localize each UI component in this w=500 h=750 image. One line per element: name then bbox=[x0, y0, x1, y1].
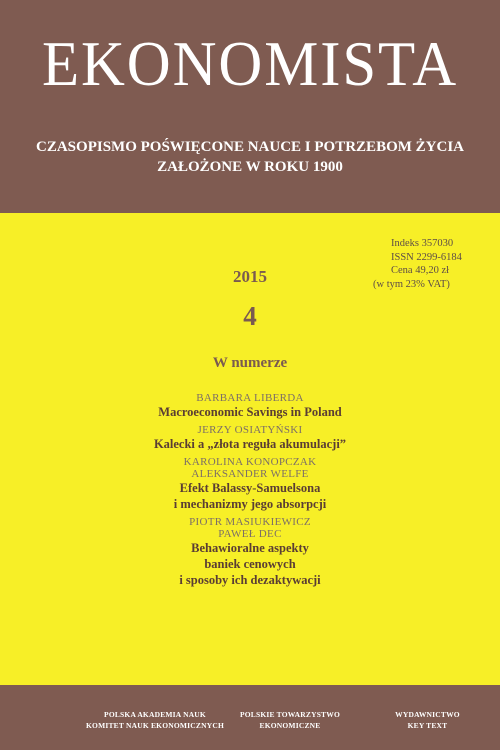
article-author: PIOTR MASIUKIEWICZ bbox=[189, 516, 311, 528]
article-author: JERZY OSIATYŃSKI bbox=[197, 424, 303, 436]
publisher-line: EKONOMICZNE bbox=[259, 721, 321, 730]
publisher-line: POLSKIE TOWARZYSTWO bbox=[239, 710, 340, 719]
contents-heading: W numerze bbox=[212, 355, 288, 371]
article-title: Kalecki a „złota reguła akumulacji” bbox=[153, 437, 347, 451]
publisher-pan bbox=[70, 709, 240, 731]
issue-number: 4 bbox=[243, 301, 257, 331]
toc-entry bbox=[0, 392, 500, 420]
article-author: PAWEŁ DEC bbox=[218, 528, 282, 540]
issn: ISSN 2299-6184 bbox=[391, 251, 462, 263]
article-title: baniek cenowych bbox=[204, 557, 296, 571]
publisher-line: POLSKA AKADEMIA NAUK bbox=[104, 710, 206, 719]
journal-title: EKONOMISTA bbox=[41, 28, 459, 99]
journal-subtitle-line2: ZAŁOŻONE W ROKU 1900 bbox=[157, 159, 343, 175]
article-author: KAROLINA KONOPCZAK bbox=[183, 456, 317, 468]
publisher-pte bbox=[225, 709, 355, 731]
article-author: ALEKSANDER WELFE bbox=[191, 468, 309, 480]
article-title: Efekt Balassy-Samuelsona bbox=[179, 481, 321, 495]
index-number: Indeks 357030 bbox=[391, 238, 454, 249]
article-author: BARBARA LIBERDA bbox=[196, 392, 304, 404]
article-title: Macroeconomic Savings in Poland bbox=[158, 405, 342, 419]
publisher-line: KEY TEXT bbox=[407, 721, 448, 730]
toc-entry bbox=[0, 424, 500, 452]
publisher-line: WYDAWNICTWO bbox=[395, 710, 460, 719]
article-title: i sposoby ich dezaktywacji bbox=[179, 573, 321, 587]
publisher-key-text bbox=[375, 709, 480, 731]
toc-entry bbox=[0, 456, 500, 512]
article-title: i mechanizmy jego absorpcji bbox=[173, 497, 327, 511]
issue-year: 2015 bbox=[233, 267, 267, 286]
toc-entry bbox=[0, 516, 500, 588]
vat-note: (w tym 23% VAT) bbox=[373, 278, 450, 290]
journal-subtitle-line1: CZASOPISMO POŚWIĘCONE NAUCE I POTRZEBOM ŻYCIA bbox=[36, 139, 464, 155]
article-title: Behawioralne aspekty bbox=[191, 541, 309, 555]
publisher-line: KOMITET NAUK EKONOMICZNYCH bbox=[86, 721, 224, 730]
table-of-contents bbox=[0, 392, 500, 592]
price: Cena 49,20 zł bbox=[391, 265, 450, 276]
